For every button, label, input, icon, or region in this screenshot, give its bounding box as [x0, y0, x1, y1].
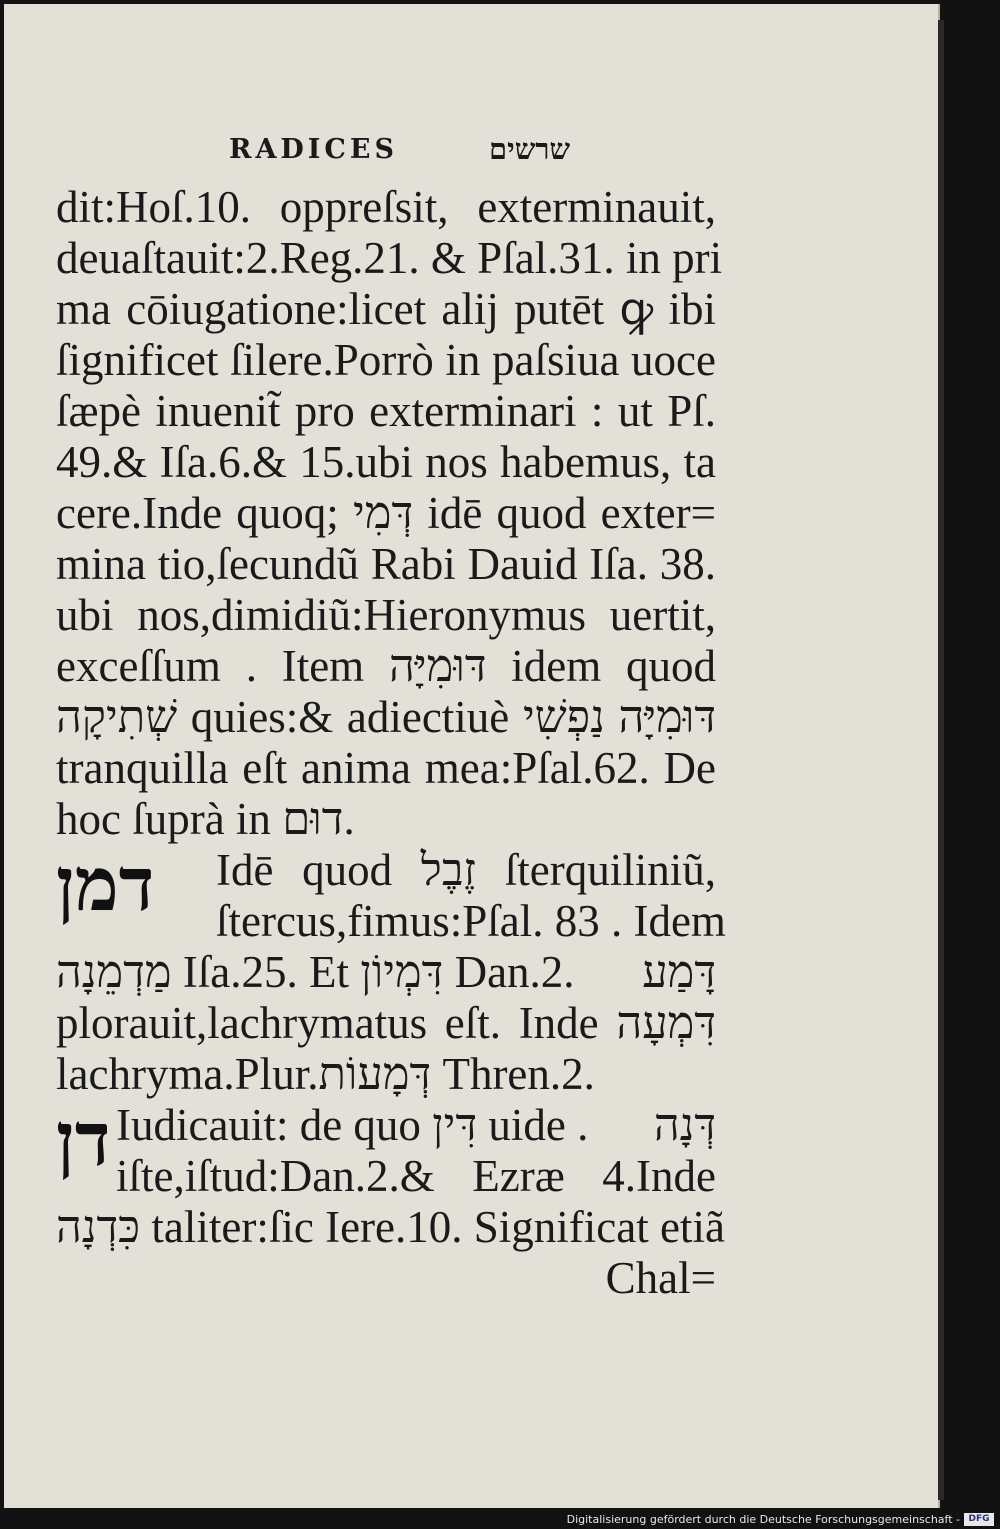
text-segment: מַדְמֵנָה Iſa.25. Et דִּמְיוֹן Dan.2.: [56, 947, 575, 997]
running-head-hebrew: שרשים: [489, 132, 571, 166]
page-edge-shadow: [938, 20, 944, 1500]
text-line: ſæpè inuenit̃ pro exterminari : ut Pſ.: [56, 386, 716, 436]
entry-domen: [56, 842, 726, 1100]
text-line: hoc ſuprà in דוּם.: [56, 794, 355, 844]
entry-dan: [56, 1097, 725, 1304]
text-line: deuaſtauit:2.Reg.21. & Pſal.31. in pri: [56, 233, 723, 283]
book-page: [4, 4, 940, 1508]
entry-initial-dan: דן: [56, 1097, 111, 1183]
text-line: [56, 1100, 716, 1151]
text-line: ſignificet ſilere.Porrò in paſsiua uoce: [56, 335, 716, 385]
text-line: Idē quod זֶבֶל ſterquiliniũ,: [216, 845, 716, 895]
text-line: cere.Inde quoq; דְּמִי idē quod exter=: [56, 488, 716, 538]
hebrew-headword: דְּנָה: [653, 1100, 716, 1150]
footer-credit: Digitalisierung gefördert durch die Deutsche Forschungsgemeinschaft -: [566, 1513, 960, 1526]
text-line: mina tio,ſecundũ Rabi Dauid Iſa. 38.: [56, 539, 716, 589]
text-line: 49.& Iſa.6.& 15.ubi nos habemus, ta: [56, 437, 716, 487]
running-head-latin: RADICES: [229, 134, 398, 165]
text-line: plorauit,lachrymatus eſt. Inde דִּמְעָה: [56, 998, 716, 1048]
text-line: iſte,iſtud:Dan.2.& Ezræ 4.Inde: [116, 1151, 716, 1201]
text-line: ubi nos,dimidiũ:Hieronymus uertit,: [56, 590, 716, 640]
text-line: כִּדְנָה taliter:ſic Iere.10. Significat etiã: [56, 1202, 725, 1252]
hebrew-headword: דָּמַע: [642, 947, 716, 997]
footer-bar: [0, 1512, 1000, 1529]
dfg-logo: DFG: [964, 1513, 994, 1526]
entry-initial-domen: דמן: [56, 842, 155, 928]
text-segment: Iudicauit: de quo דִּין uide .: [116, 1100, 589, 1150]
text-line: ma cōiugatione:licet alij putēt ꝙ ibi: [56, 284, 716, 334]
body-text: [56, 182, 726, 1304]
running-head: [4, 132, 938, 172]
text-line: lachryma.Plur.דְּמָעוֹת Thren.2.: [56, 1049, 595, 1099]
text-line: שְׁתִיקָה quies:& adiectiuè דּוּמִיָּה נַפְשִׁי: [56, 692, 716, 742]
text-line: ſtercus,fimus:Pſal. 83 . Idem: [216, 896, 726, 946]
text-line: [56, 947, 716, 998]
text-line: tranquilla eſt anima mea:Pſal.62. De: [56, 743, 716, 793]
catchword: Chal=: [605, 1253, 716, 1303]
text-line: exceſſum . Item דּוּמִיָּה idem quod: [56, 641, 717, 691]
text-line: dit:Hoſ.10. oppreſsit, exterminauit,: [56, 182, 716, 232]
